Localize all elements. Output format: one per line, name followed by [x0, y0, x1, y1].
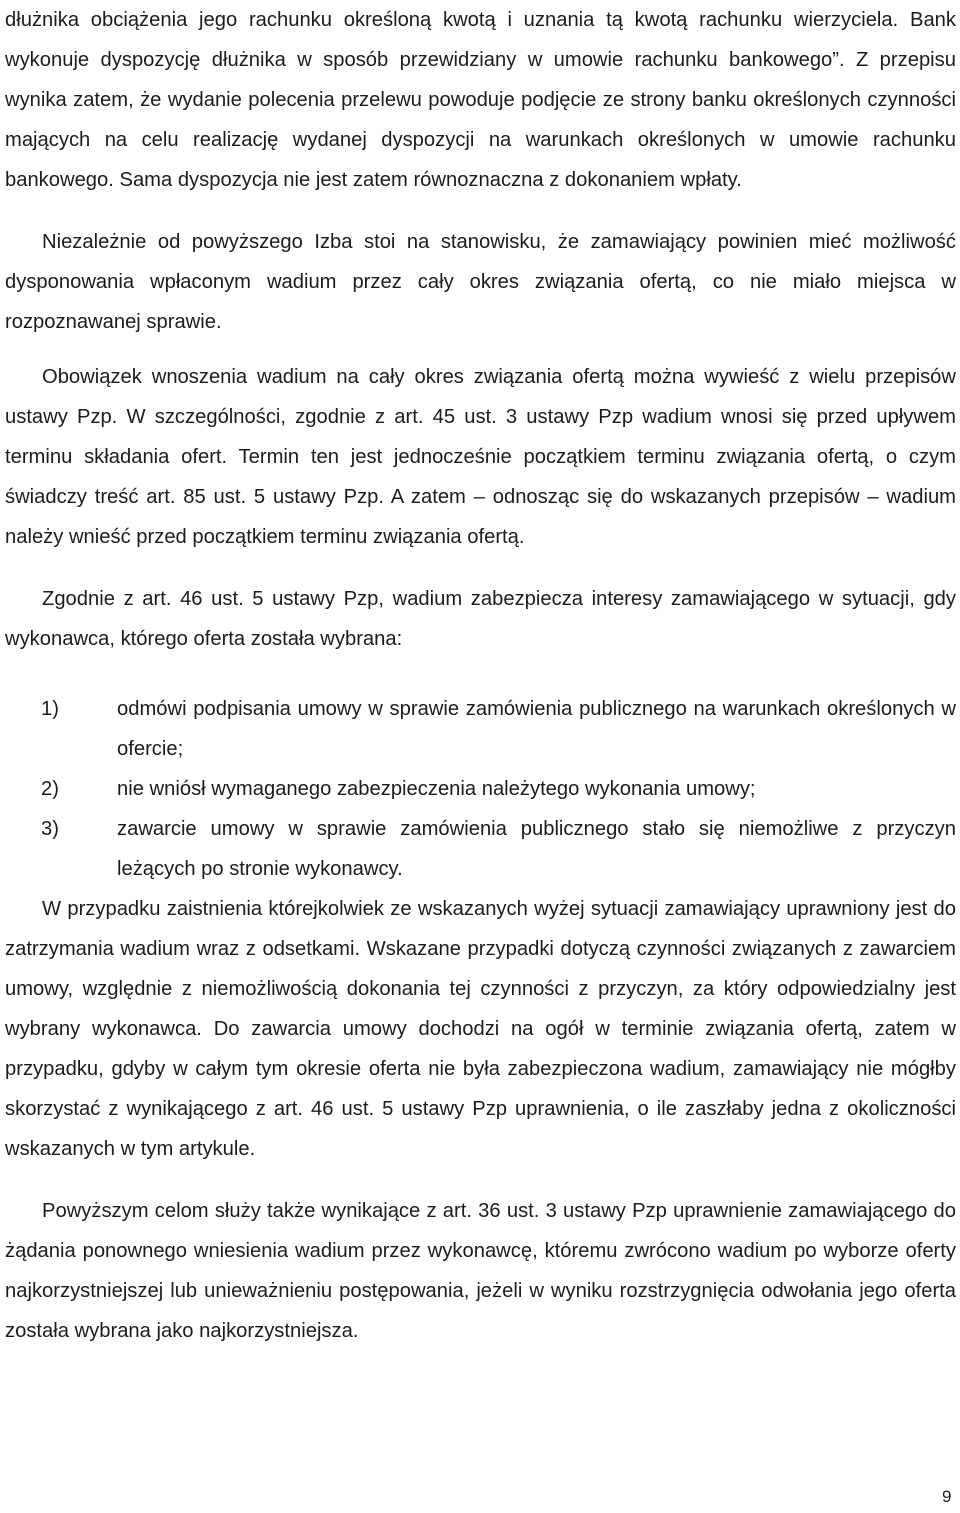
paragraph-chamber-position: Niezależnie od powyższego Izba stoi na stanowisku, że zamawiający powinien mieć możliwość dysponowania wpłaconym wadium przez cały okres związania ofertą, co nie miało miejsca w rozpoznawanej sprawie.	[5, 231, 956, 333]
paragraph-retention-of-deposit: W przypadku zaistnienia którejkolwiek ze wskazanych wyżej sytuacji zamawiający uprawniony jest do zatrzymania wadium wraz z odsetkami. Wskazane przypadki dotyczą czynności związanych z zawarciem umowy, względnie z niemożliwością dokonania tej czynności z przyczyn, za który odpowiedzialny jest wybrany wykonawca. Do zawarcia umowy dochodzi na ogół w terminie związania ofertą, zatem w przypadku, gdyby w całym tym okresie oferta nie była zabezpieczona wadium, zamawiający nie mógłby skorzystać z wynikającego z art. 46 ust. 5 ustawy Pzp uprawnienia, o ile zaszłaby jedna z okoliczności wskazanych w tym artykule.	[5, 898, 956, 1160]
list-item-text: nie wniósł wymaganego zabezpieczenia należytego wykonania umowy;	[117, 778, 756, 800]
document-body	[5, 0, 956, 1351]
list-item	[5, 809, 956, 889]
conditions-list	[5, 689, 956, 889]
list-item-number: 2)	[41, 778, 59, 800]
paragraph-bank-transfer: dłużnika obciążenia jego rachunku określoną kwotą i uznania tą kwotą rachunku wierzyciela. Bank wykonuje dyspozycję dłużnika w sposób przewidziany w umowie rachunku bankowego”. Z przepisu wynika zatem, że wydanie polecenia przelewu powoduje podjęcie ze strony banku określonych czynności mających na celu realizację wydanej dyspozycji na warunkach określonych w umowie rachunku bankowego. Sama dyspozycja nie jest zatem równoznaczna z dokonaniem wpłaty.	[5, 9, 956, 191]
list-item-number: 3)	[41, 818, 59, 840]
page-number: 9	[942, 1487, 952, 1506]
list-item-text: odmówi podpisania umowy w sprawie zamówienia publicznego na warunkach określonych w ofercie;	[117, 698, 956, 760]
paragraph-art36-entitlement: Powyższym celom służy także wynikające z art. 36 ust. 3 ustawy Pzp uprawnienie zamawiającego do żądania ponownego wniesienia wadium przez wykonawcę, któremu zwrócono wadium po wyborze oferty najkorzystniejszej lub unieważnieniu postępowania, jeżeli w wyniku rozstrzygnięcia odwołania jego oferta została wybrana jako najkorzystniejsza.	[5, 1200, 956, 1342]
list-item-number: 1)	[41, 698, 59, 720]
list-item-text: zawarcie umowy w sprawie zamówienia publicznego stało się niemożliwe z przyczyn leżących po stronie wykonawcy.	[117, 818, 956, 880]
paragraph-art46-intro: Zgodnie z art. 46 ust. 5 ustawy Pzp, wadium zabezpiecza interesy zamawiającego w sytuacji, gdy wykonawca, którego oferta została wybrana:	[5, 588, 956, 650]
list-item	[5, 769, 956, 809]
paragraph-deposit-obligation: Obowiązek wnoszenia wadium na cały okres związania ofertą można wywieść z wielu przepisów ustawy Pzp. W szczególności, zgodnie z art. 45 ust. 3 ustawy Pzp wadium wnosi się przed upływem terminu składania ofert. Termin ten jest jednocześnie początkiem terminu związania ofertą, o czym świadczy treść art. 85 ust. 5 ustawy Pzp. A zatem – odnosząc się do wskazanych przepisów – wadium należy wnieść przed początkiem terminu związania ofertą.	[5, 366, 956, 548]
list-item	[5, 689, 956, 769]
